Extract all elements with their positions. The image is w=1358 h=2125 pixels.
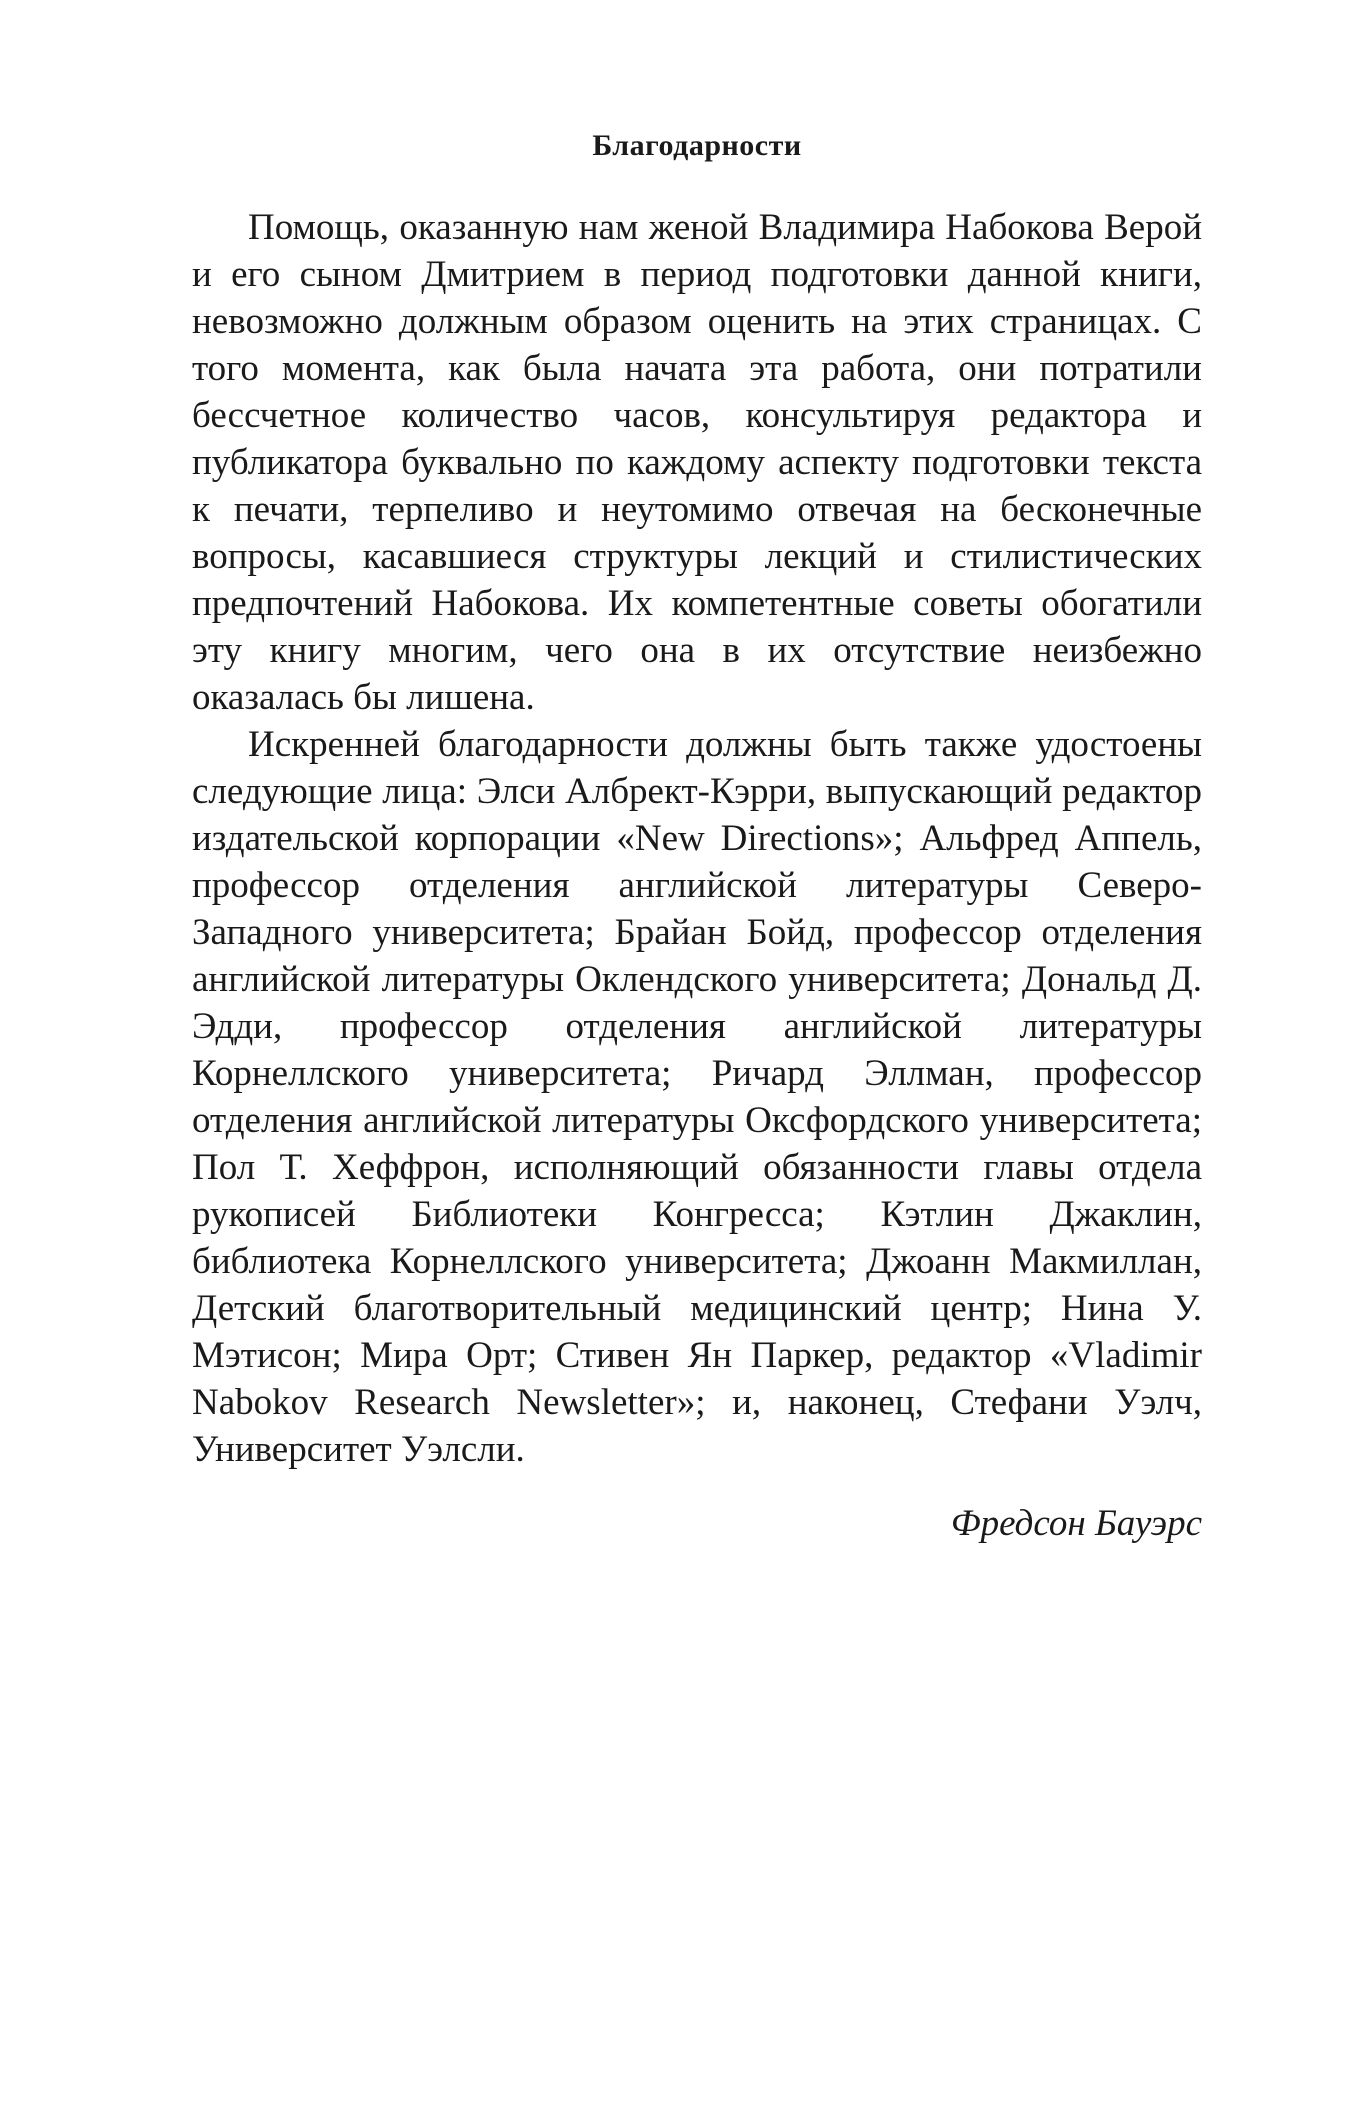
paragraph-2: Искренней благодарности должны быть также удостоены следующие лица: Элси Албрект-Кэрри, выпускающий редактор издательской корпорации «New Directions»; Альфред Аппель, профессор отделения английской литературы Северо-Западного университета; Брайан Бойд, профессор отделения английской литературы Оклендского университета; Дональд Д. Эдди, профессор отделения английской литературы Корнеллского университета; Ричард Эллман, профессор отделения английской литературы Оксфордского университета; Пол Т. Хеффрон, исполняющий обязанности главы отдела рукописей Библиотеки Конгресса; Кэтлин Джаклин, библиотека Корнеллского университета; Джоанн Макмиллан, Детский благотворительный медицинский центр; Нина У. Мэтисон; Мира Орт; Стивен Ян Паркер, редактор «Vladimir Nabokov Research Newsletter»; и, наконец, Стефани Уэлч, Университет Уэлсли. xyxy=(192,724,1202,1470)
author-signature: Фредсон Бауэрс xyxy=(950,1503,1202,1544)
text-block xyxy=(192,118,1202,1547)
paragraph-1: Помощь, оказанную нам женой Владимира Набокова Верой и его сыном Дмитрием в период подготовки данной книги, невозможно должным образом оценить на этих страницах. С того момента, как была начата эта работа, они потратили бессчетное количество часов, консультируя редактора и публикатора буквально по каждому аспекту подготовки текста к печати, терпеливо и неутомимо отвечая на бесконечные вопросы, касавшиеся структуры лекций и стилистических предпочтений Набокова. Их компетентные советы обогатили эту книгу многим, чего она в их отсутствие неизбежно оказалась бы лишена. xyxy=(192,207,1202,718)
page-heading: Благодарности xyxy=(592,129,802,162)
